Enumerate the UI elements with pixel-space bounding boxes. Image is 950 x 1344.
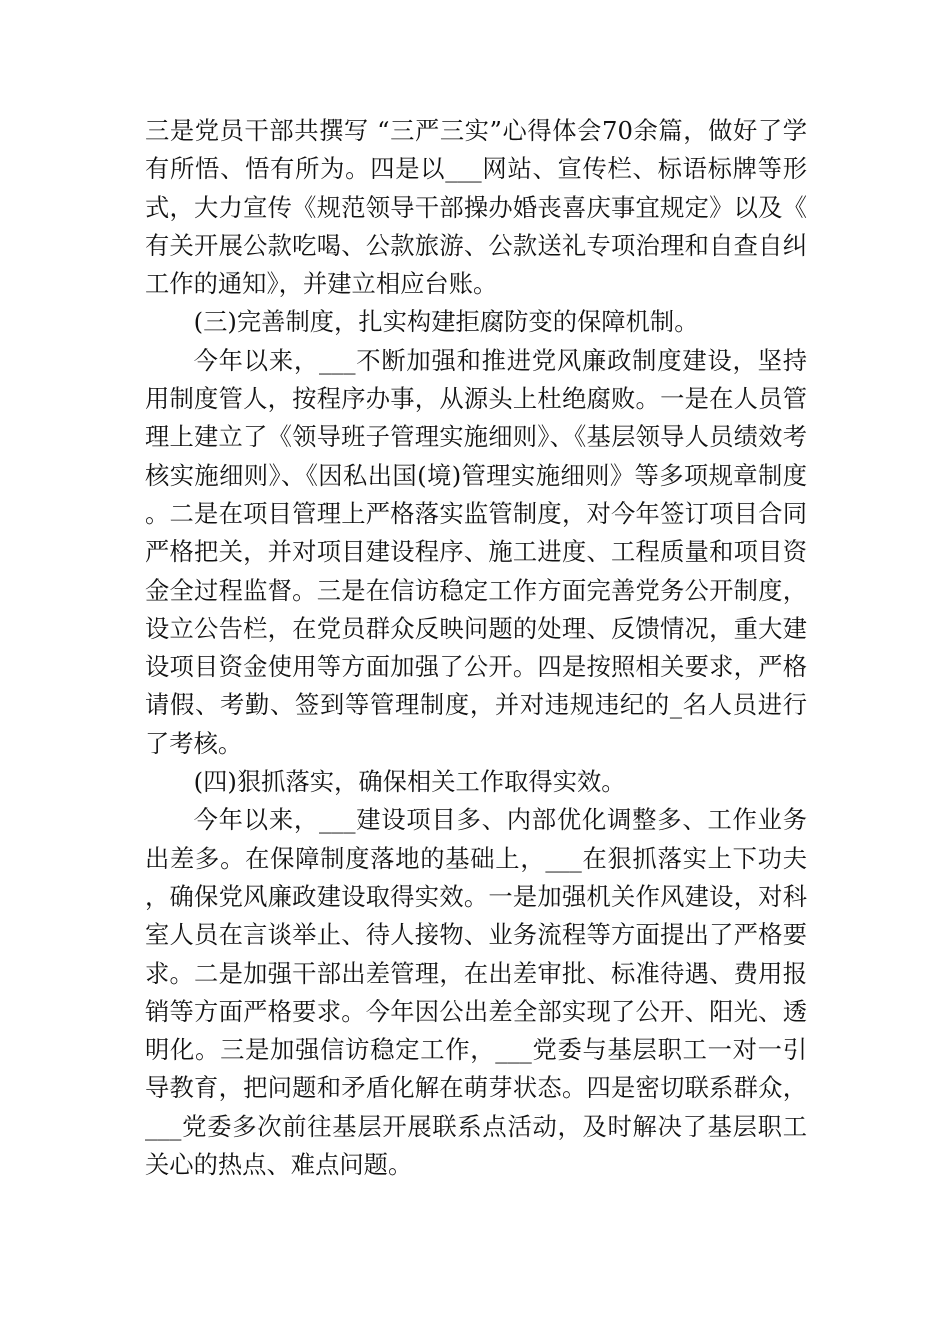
paragraph-propaganda-work: 三是党员干部共撰写 “三严三实”心得体会70余篇，做好了学有所悟、悟有所为。四是以___网站、宣传栏、标语标牌等形式，大力宣传《规范领导干部操办婚丧喜庆事宜规定》以及《有关开展公款吃喝、公款旅游、公款送礼专项治理和自查自纠工作的通知》，并建立相应台账。 bbox=[145, 116, 807, 299]
paragraph-system-building: 今年以来，___不断加强和推进党风廉政制度建设，坚持用制度管人，按程序办事，从源头上杜绝腐败。一是在人员管理上建立了《领导班子管理实施细则》、《基层领导人员绩效考核实施细则》、《因私出国(境)管理实施细则》等多项规章制度。二是在项目管理上严格落实监管制度，对今年签订项目合同严格把关，并对项目建设程序、施工进度、工程质量和项目资金全过程监督。三是在信访稳定工作方面完善党务公开制度，设立公告栏，在党员群众反映问题的处理、反馈情况，重大建设项目资金使用等方面加强了公开。四是按照相关要求，严格请假、考勤、签到等管理制度，并对违规违纪的_名人员进行了考核。 bbox=[145, 345, 807, 758]
section-heading-4: (四)狠抓落实，确保相关工作取得实效。 bbox=[193, 767, 626, 797]
section-heading-3: (三)完善制度，扎实构建拒腐防变的保障机制。 bbox=[193, 307, 699, 337]
document-page bbox=[145, 112, 807, 1184]
paragraph-implementation: 今年以来，___建设项目多、内部优化调整多、工作业务出差多。在保障制度落地的基础上，___在狠抓落实上下功夫，确保党风廉政建设取得实效。一是加强机关作风建设，对科室人员在言谈举止、待人接物、业务流程等方面提出了严格要求。二是加强干部出差管理，在出差审批、标准待遇、费用报销等方面严格要求。今年因公出差全部实现了公开、阳光、透明化。三是加强信访稳定工作，___党委与基层职工一对一引导教育，把问题和矛盾化解在萌芽状态。四是密切联系群众，___党委多次前往基层开展联系点活动，及时解决了基层职工关心的热点、难点问题。 bbox=[145, 805, 807, 1180]
